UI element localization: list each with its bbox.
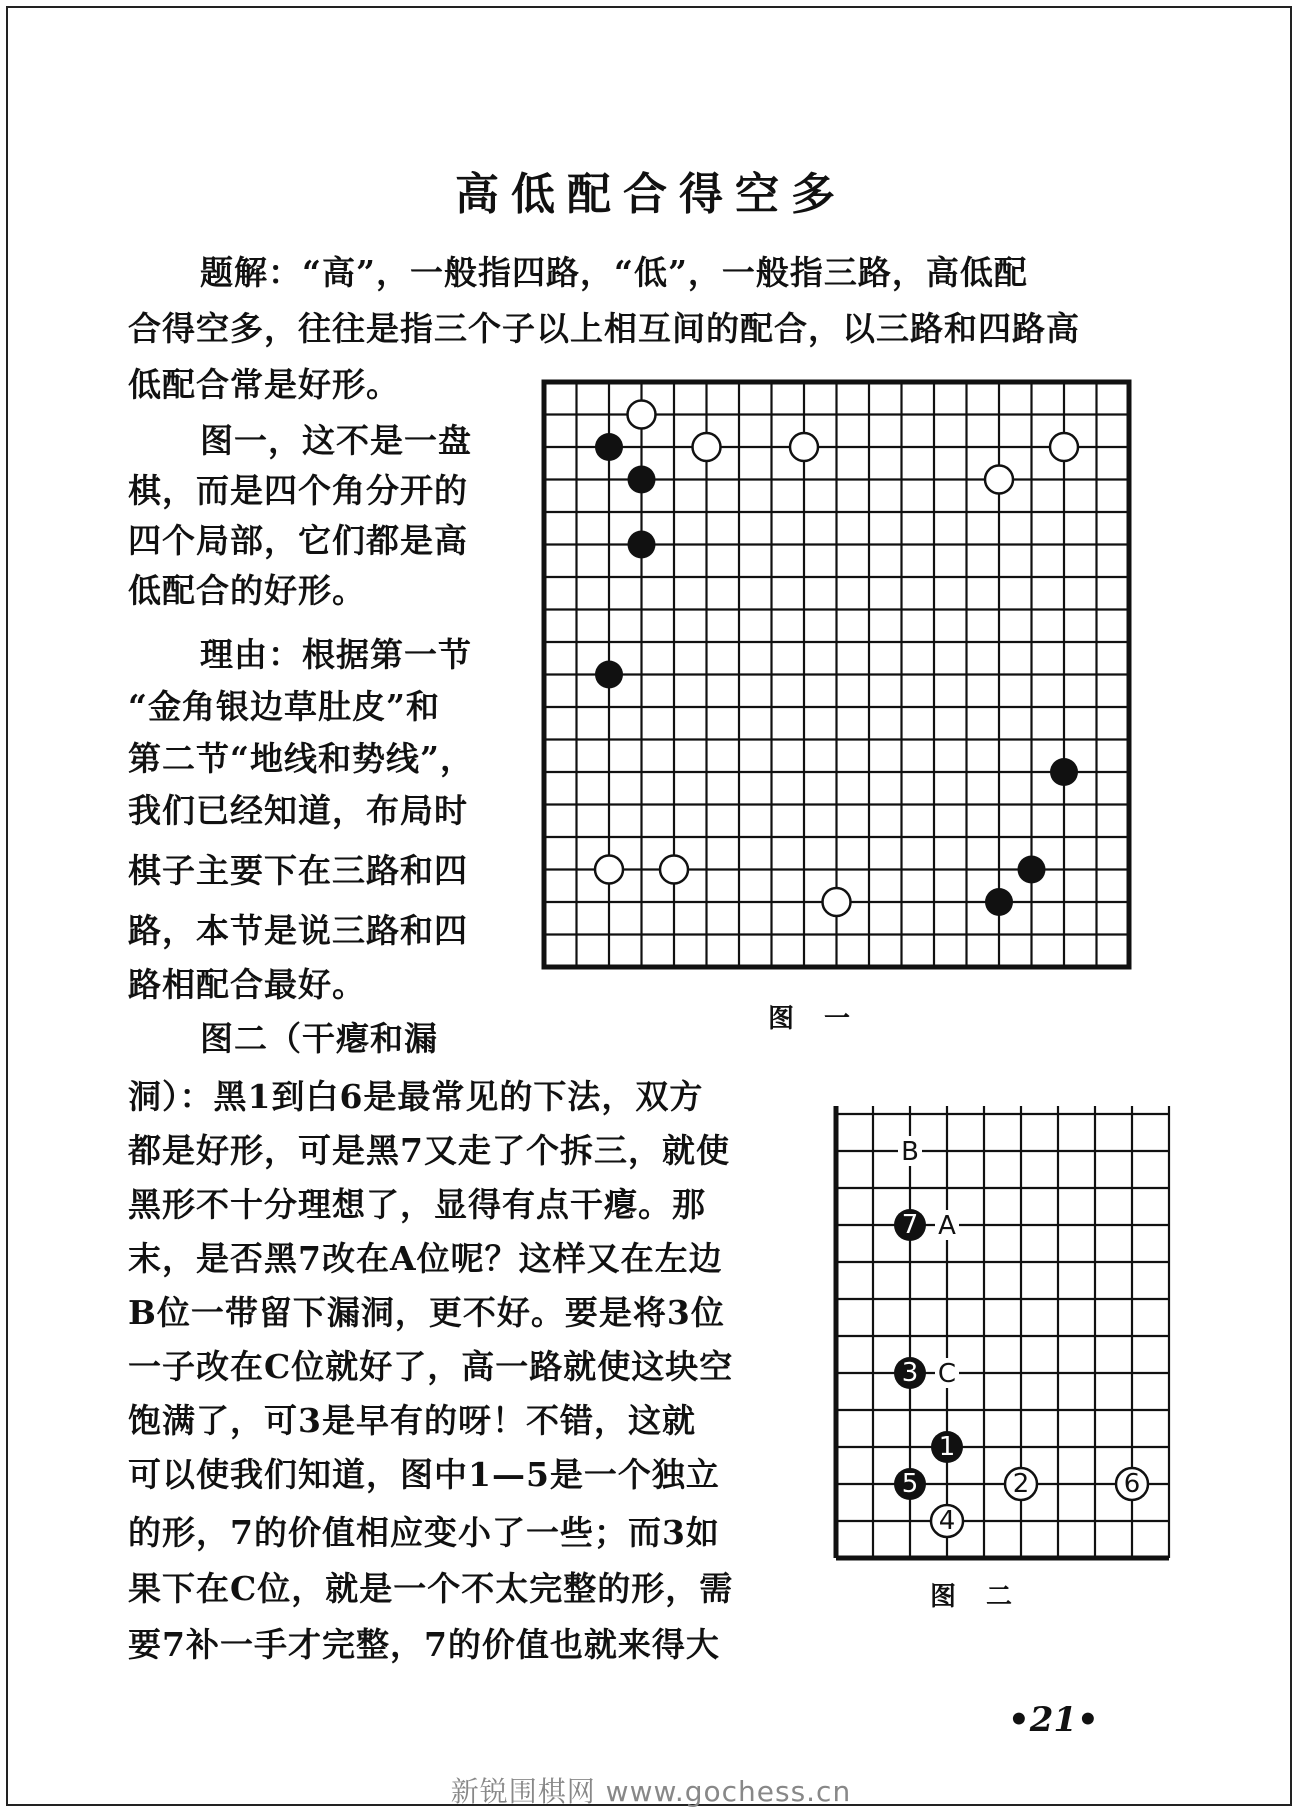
black-stone	[595, 433, 623, 461]
tuer-line-7: 一子改在C位就好了，高一路就使这块空	[128, 1347, 734, 1386]
move-number: 1	[938, 1432, 956, 1462]
page-title: 高低配合得空多	[455, 169, 847, 220]
tuer-line-4: 黑形不十分理想了，显得有点干瘪。那	[128, 1185, 706, 1224]
tuer-line-12: 要7补一手才完整，7的价值也就来得大	[128, 1625, 720, 1664]
tuer-line-2: 洞）：黑1到白6是最常见的下法，双方	[128, 1077, 704, 1116]
tuyi-line-4: 低配合的好形。	[128, 571, 366, 610]
liyou-line-5: 棋子主要下在三路和四	[128, 851, 468, 890]
move-number: 3	[901, 1358, 919, 1388]
tijie-line-3: 低配合常是好形。	[128, 365, 400, 404]
point-label: B	[901, 1137, 919, 1167]
move-number: 2	[1012, 1469, 1030, 1499]
liyou-lead: 理由：	[200, 635, 302, 674]
move-number: 6	[1123, 1469, 1141, 1499]
figure1-board	[540, 378, 1135, 970]
black-stone	[628, 531, 656, 559]
point-label: C	[937, 1359, 957, 1389]
watermark: 新锐围棋网 www.gochess.cn	[450, 1775, 852, 1808]
liyou-line-7: 路相配合最好。	[128, 965, 366, 1004]
white-stone	[985, 466, 1013, 494]
figure2-caption: 图二	[930, 1582, 1043, 1612]
white-stone	[660, 856, 688, 884]
tuyi-line-3: 四个局部，它们都是高	[128, 521, 468, 560]
white-stone	[693, 433, 721, 461]
black-stone	[1050, 758, 1078, 786]
tuer-line-5: 末，是否黑7改在A位呢？这样又在左边	[128, 1239, 723, 1278]
tuer-lead: 图二	[200, 1019, 268, 1058]
tuyi-line-2: 棋，而是四个角分开的	[128, 471, 468, 510]
tuer-line-8: 饱满了，可3是早有的呀！不错，这就	[128, 1401, 696, 1440]
liyou-line-2: “金角银边草肚皮”和	[128, 687, 440, 726]
black-stone	[595, 661, 623, 689]
liyou-line-1: 理由：根据第一节	[200, 635, 472, 674]
tijie-line-2: 合得空多，往往是指三个子以上相互间的配合，以三路和四路高	[128, 309, 1080, 348]
black-stone	[628, 466, 656, 494]
black-stone	[985, 888, 1013, 916]
tuer-line-1: 图二（干瘪和漏	[200, 1019, 438, 1058]
move-number: 7	[901, 1210, 919, 1240]
black-stone	[1018, 856, 1046, 884]
tuer-line-6: B位一带留下漏洞，更不好。要是将3位	[128, 1293, 725, 1332]
white-stone	[595, 856, 623, 884]
liyou-line-3: 第二节“地线和势线”，	[128, 739, 474, 778]
liyou-line-6: 路，本节是说三路和四	[128, 911, 468, 950]
white-stone	[1050, 433, 1078, 461]
tuer-line-10: 的形，7的价值相应变小了一些；而3如	[128, 1513, 720, 1552]
tuyi-lead: 图一，	[200, 421, 302, 460]
figure1-caption: 图一	[768, 1004, 881, 1034]
tuyi-line-1: 图一，这不是一盘	[200, 421, 472, 460]
liyou-line-4: 我们已经知道，布局时	[128, 791, 468, 830]
tuer-line-9: 可以使我们知道，图中1—5是一个独立	[128, 1455, 720, 1494]
page-number: •21•	[1008, 1700, 1099, 1740]
figure2-board	[828, 1110, 1148, 1540]
white-stone	[628, 401, 656, 429]
tijie-line-1: 题解：“高”，一般指四路，“低”，一般指三路，高低配	[200, 253, 1028, 292]
white-stone	[790, 433, 818, 461]
tijie-lead: 题解：	[200, 253, 302, 292]
white-stone	[823, 888, 851, 916]
tuer-line-11: 果下在C位，就是一个不太完整的形，需	[128, 1569, 734, 1608]
move-number: 5	[901, 1469, 919, 1499]
move-number: 4	[938, 1506, 956, 1536]
point-label: A	[938, 1211, 956, 1241]
tuer-line-3: 都是好形，可是黑7又走了个拆三，就使	[128, 1131, 730, 1170]
